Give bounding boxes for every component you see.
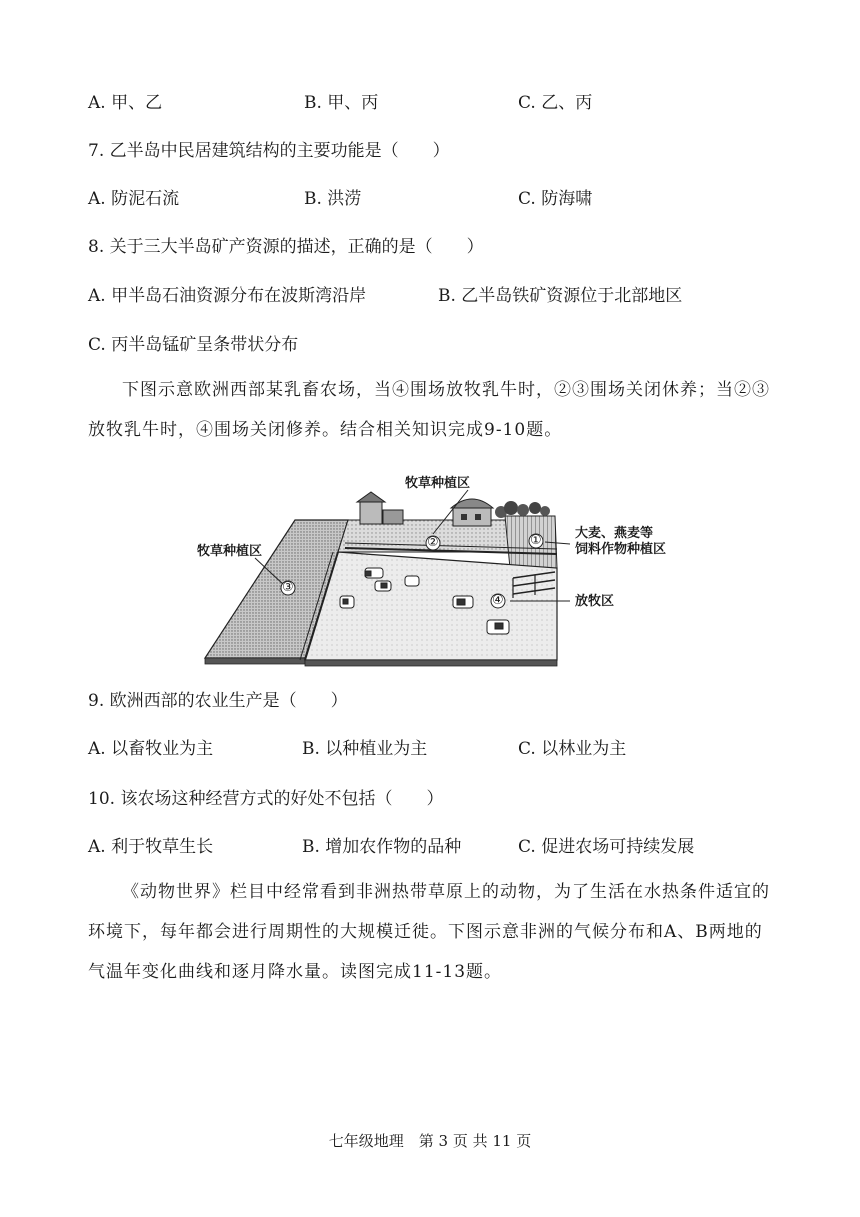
q9-option-b: B. 以种植业为主 [302,739,428,759]
q10-option-b: B. 增加农作物的品种 [302,837,462,857]
q8-option-b: B. 乙半岛铁矿资源位于北部地区 [438,286,683,306]
page-footer: 七年级地理 第 3 页 共 11 页 [328,1132,532,1150]
marker-2: ② [427,535,439,550]
q8-option-a: A. 甲半岛石油资源分布在波斯湾沿岸 [88,286,367,306]
q10-option-a: A. 利于牧草生长 [88,837,214,857]
q7-option-c: C. 防海啸 [518,189,593,209]
marker-4: ④ [492,593,504,608]
q10-stem: 10. 该农场这种经营方式的好处不包括（ ） [88,789,444,809]
farm-diagram [195,468,665,668]
intro-9-10: 下图示意欧洲西部某乳畜农场，当④围场放牧乳牛时，②③围场关闭休养；当②③放牧乳牛时，④围场关闭修养。结合相关知识完成9-10题。 [88,380,770,440]
q9-stem: 9. 欧洲西部的农业生产是（ ） [88,691,348,711]
label-feed-crops-line1: 大麦、燕麦等 [575,526,654,541]
field-4-edge [305,660,557,666]
q8-stem: 8. 关于三大半岛矿产资源的描述，正确的是（ ） [88,237,484,257]
intro-11-13: 《动物世界》栏目中经常看到非洲热带草原上的动物，为了生活在水热条件适宜的环境下，每年都会进行周期性的大规模迁徙。下图示意非洲的气候分布和A、B两地的气温年变化曲线和逐月降水量。读图完成11-13题。 [88,882,770,982]
field-3-edge [205,658,305,664]
q6-option-b: B. 甲、丙 [304,93,379,113]
q9-option-a: A. 以畜牧业为主 [88,739,214,759]
label-grazing-area: 放牧区 [575,594,615,609]
farm-building-left [357,492,403,524]
trees [495,501,550,518]
label-feed-crops-line2: 饲料作物种植区 [575,542,667,557]
q6-option-c: C. 乙、丙 [518,93,593,113]
farm-diagram-drawing [195,468,665,668]
label-top-pasture: 牧草种植区 [405,476,471,491]
q10-option-c: C. 促进农场可持续发展 [518,837,695,857]
q6-option-a: A. 甲、乙 [88,93,163,113]
q9-option-c: C. 以林业为主 [518,739,627,759]
label-left-pasture: 牧草种植区 [197,544,263,559]
q7-option-a: A. 防泥石流 [88,189,180,209]
q7-option-b: B. 洪涝 [304,189,362,209]
marker-3: ③ [282,580,294,595]
marker-1: ① [530,533,542,548]
q8-option-c: C. 丙半岛锰矿呈条带状分布 [88,335,299,355]
q7-stem: 7. 乙半岛中民居建筑结构的主要功能是（ ） [88,141,450,161]
